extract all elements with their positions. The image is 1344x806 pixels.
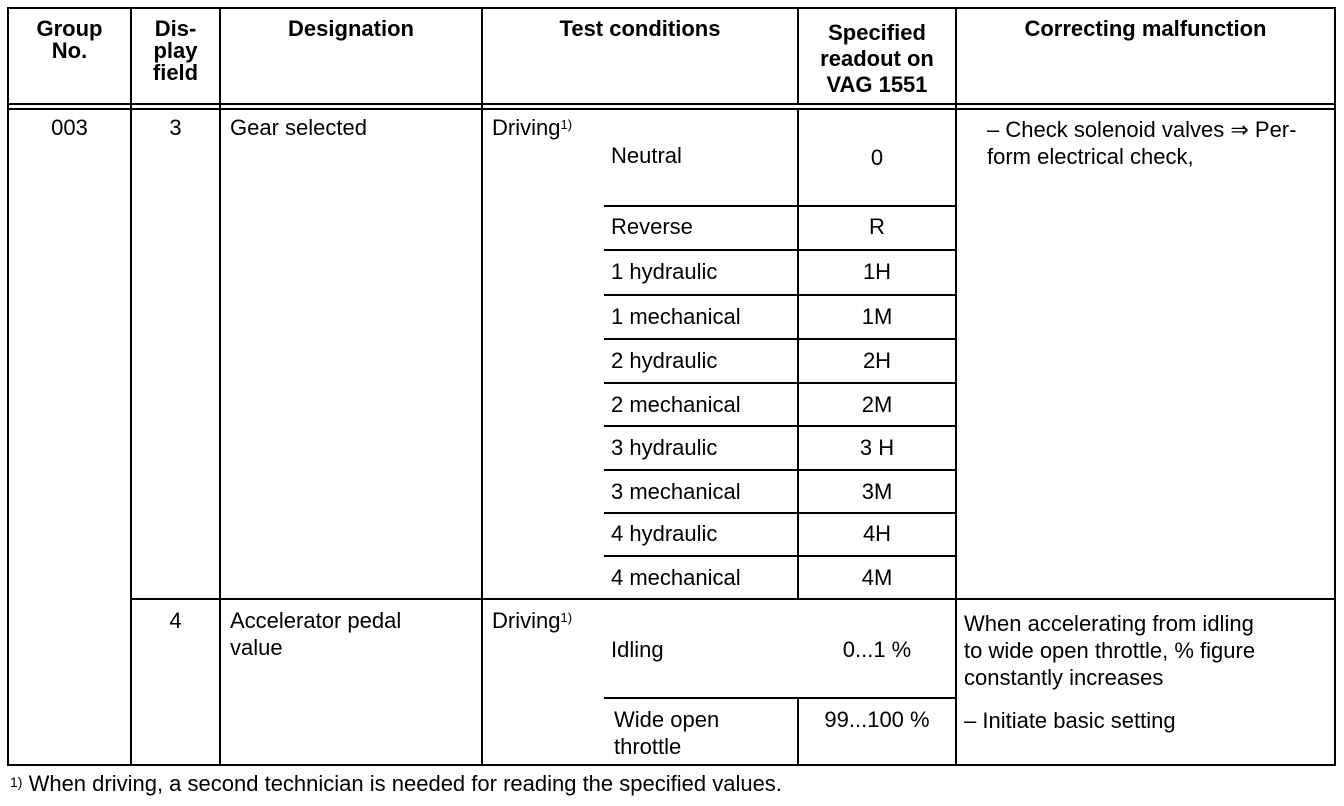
table-top-border	[7, 7, 1336, 9]
row-divider	[604, 205, 956, 207]
footnote-marker: 1)	[560, 610, 573, 625]
gear-state: Reverse	[611, 214, 693, 239]
header-test-conditions: Test conditions	[559, 16, 721, 41]
column-divider	[955, 7, 957, 766]
pedal-state: throttle	[614, 734, 682, 759]
readout-value: 99...100 %	[824, 707, 930, 732]
row-divider	[604, 338, 956, 340]
readout-value: 1H	[862, 259, 892, 284]
column-divider	[481, 7, 483, 766]
correcting-text: constantly increases	[964, 665, 1164, 690]
readout-value: 4M	[861, 565, 893, 590]
column-divider	[219, 7, 221, 766]
pedal-state: Wide open	[614, 707, 720, 732]
footnote-marker: 1)	[560, 117, 573, 132]
table-bottom-border	[7, 764, 1336, 766]
footnote-text: When driving, a second technician is needed for reading the specified values.	[22, 771, 782, 796]
correcting-action: – Initiate basic setting	[964, 708, 1176, 733]
row-divider	[604, 469, 956, 471]
test-condition-driving: Driving$^{1)}$	[492, 608, 573, 633]
gear-state: 4 hydraulic	[611, 521, 718, 546]
display-field-number: 4	[169, 608, 182, 633]
header-group-no: Group No.	[36, 16, 103, 63]
readout-value: 4H	[862, 521, 892, 546]
header-correcting-malfunction: Correcting malfunction	[1024, 16, 1267, 41]
designation-text: value	[230, 635, 283, 660]
pedal-state: Idling	[611, 637, 664, 662]
display-field-number: 3	[169, 115, 182, 140]
header-display-field: Dis- play field	[152, 16, 199, 85]
test-condition-driving: Driving$^{1)}$	[492, 115, 573, 140]
gear-state: Neutral	[611, 143, 682, 168]
row-divider	[604, 249, 956, 251]
gear-state: 2 hydraulic	[611, 348, 718, 373]
readout-value: 2M	[861, 392, 893, 417]
table-right-border	[1334, 7, 1336, 766]
row-divider	[604, 425, 956, 427]
header-specified-readout: Specified readout on VAG 1551	[820, 20, 934, 97]
section-divider	[130, 598, 1336, 600]
footnote	[10, 770, 782, 798]
readout-value: 3 H	[859, 435, 895, 460]
footnote-mark: 1)	[10, 774, 23, 790]
gear-state: 3 mechanical	[611, 479, 741, 504]
row-divider	[604, 512, 956, 514]
row-divider	[604, 697, 956, 699]
gear-state: 3 hydraulic	[611, 435, 718, 460]
readout-value: 1M	[861, 304, 893, 329]
designation-text: Gear selected	[230, 115, 367, 140]
readout-value: 3M	[861, 479, 893, 504]
gear-state: 1 hydraulic	[611, 259, 718, 284]
correcting-text: When accelerating from idling	[964, 611, 1254, 636]
header-separator	[7, 103, 1336, 105]
gear-state: 4 mechanical	[611, 565, 741, 590]
row-divider	[604, 382, 956, 384]
readout-value: 0	[870, 145, 884, 170]
correcting-text: – Check solenoid valves ⇒ Per-	[987, 117, 1297, 142]
readout-value: 2H	[862, 348, 892, 373]
readout-value: R	[869, 214, 885, 239]
gear-state: 1 mechanical	[611, 304, 741, 329]
designation-text: Accelerator pedal	[230, 608, 402, 633]
header-separator-double	[7, 108, 1336, 110]
readout-value: 0...1 %	[842, 637, 912, 662]
correcting-text: form electrical check,	[987, 144, 1194, 169]
header-designation: Designation	[288, 16, 414, 41]
group-number: 003	[51, 115, 88, 140]
gear-state: 2 mechanical	[611, 392, 741, 417]
row-divider	[604, 555, 956, 557]
correcting-text: to wide open throttle, % figure	[964, 638, 1256, 663]
row-divider	[604, 294, 956, 296]
